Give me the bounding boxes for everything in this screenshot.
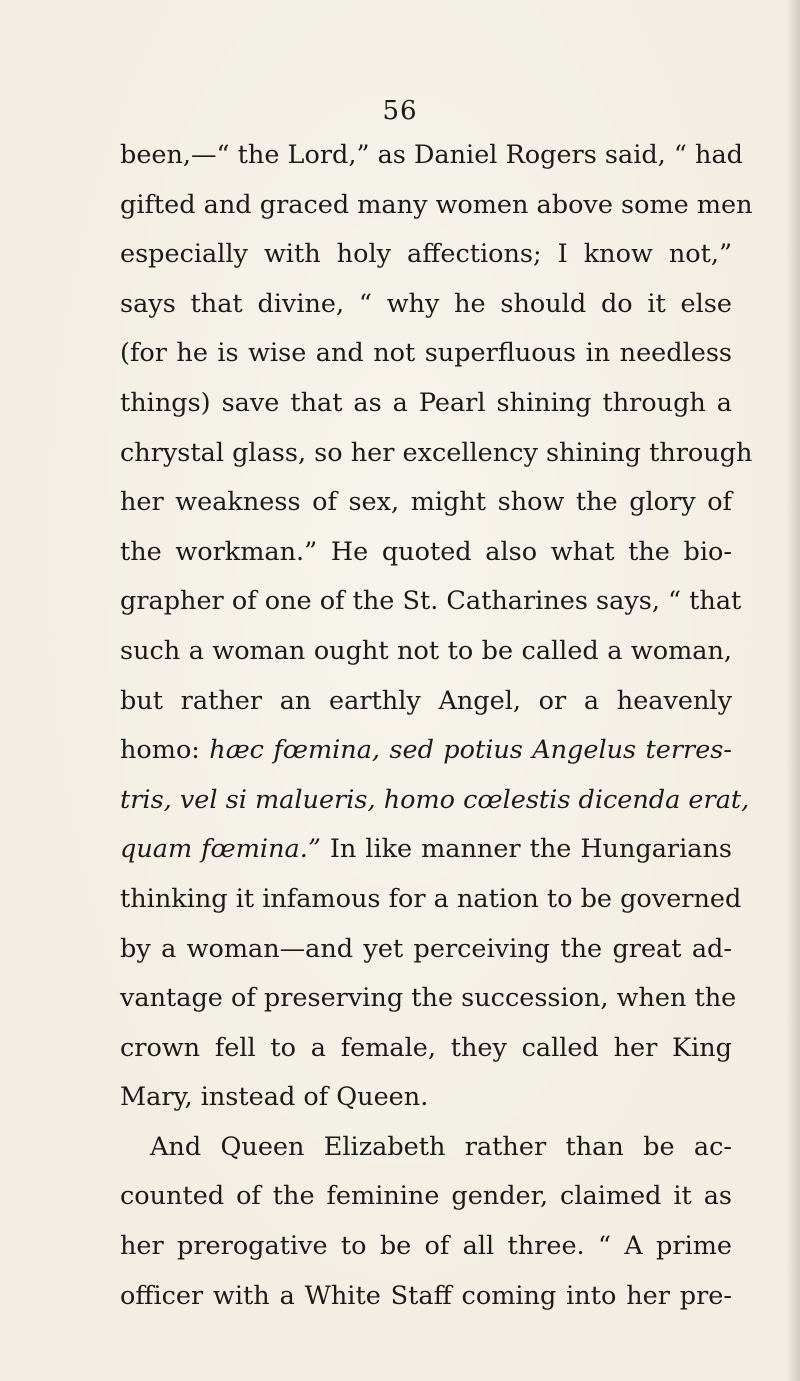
text-line: but rather an earthly Angel, or a heavenly — [120, 685, 732, 716]
text-segment: In like manner the Hungarians — [329, 834, 732, 865]
page-edge-shadow — [786, 0, 800, 1381]
text-line: chrystal glass, so her excellency shining through — [120, 437, 753, 468]
text-line: especially with holy affections; I know not,” — [120, 239, 732, 270]
text-line: gifted and graced many women above some men — [120, 189, 753, 220]
text-line: thinking it infamous for a nation to be governed — [120, 883, 742, 914]
text-segment: homo: — [120, 735, 200, 766]
body-text — [120, 131, 753, 1321]
text-line: her prerogative to be of all three. “ A prime — [120, 1231, 732, 1262]
text-line: the workman.” He quoted also what the bio- — [120, 536, 732, 567]
text-line: such a woman ought not to be called a woman, — [120, 635, 732, 666]
paragraph-start-line: And Queen Elizabeth rather than be ac- — [150, 1131, 732, 1162]
text-line-mixed — [120, 726, 732, 776]
text-line: says that divine, “ why he should do it else — [120, 288, 732, 319]
page-number: 56 — [382, 96, 418, 126]
text-line: counted of the feminine gender, claimed it as — [120, 1181, 732, 1212]
text-line: her weakness of sex, might show the glory of — [120, 487, 732, 518]
latin-quotation-line: tris, vel si malueris, homo cœlestis dicenda erat, — [120, 784, 750, 815]
latin-quotation: hæc fœmina, sed potius Angelus terres- — [209, 735, 733, 766]
text-line: officer with a White Staff coming into her pre- — [120, 1280, 732, 1311]
latin-quotation: quam fœmina.” — [120, 834, 321, 865]
text-line: crown fell to a female, they called her King — [120, 1032, 732, 1063]
text-line: (for he is wise and not superfluous in needless — [120, 338, 732, 369]
text-line: been,—“ the Lord,” as Daniel Rogers said, “ had — [120, 140, 743, 170]
text-line: Mary, instead of Queen. — [120, 1082, 429, 1113]
text-line-mixed — [120, 825, 732, 875]
text-line: grapher of one of the St. Catharines says, “ that — [120, 586, 742, 617]
text-line: vantage of preserving the succession, when the — [120, 983, 737, 1014]
text-line: by a woman—and yet perceiving the great ad- — [120, 933, 732, 964]
text-line: things) save that as a Pearl shining through a — [120, 387, 732, 418]
